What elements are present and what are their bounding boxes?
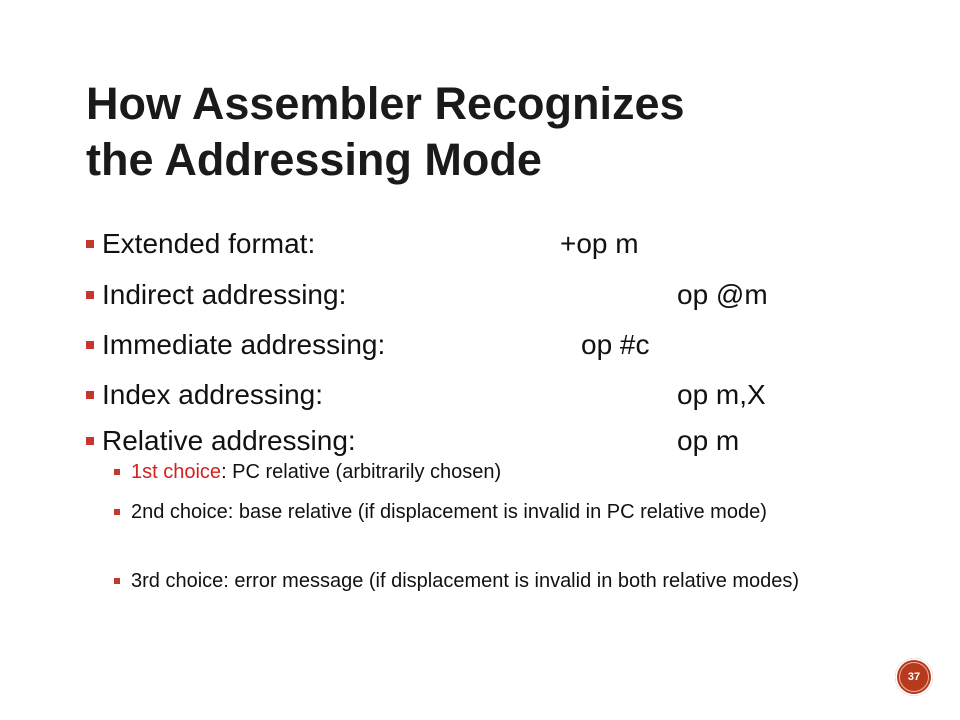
- bullet-label: Extended format:: [102, 228, 316, 259]
- sub-bullet-body: 3rd choice: error message (if displacement is invalid in both relative modes): [131, 570, 800, 592]
- sub-bullet-second-choice: [114, 501, 854, 524]
- bullet-code: op #c: [581, 329, 650, 360]
- page-number-badge: [895, 658, 933, 696]
- sub-bullet-body: : PC relative (arbitrarily chosen): [221, 461, 502, 483]
- sub-bullet-marker-icon: [114, 509, 120, 515]
- sub-bullet-third-choice: [114, 570, 854, 593]
- sub-bullet-marker-icon: [114, 469, 120, 475]
- bullet-marker-icon: [86, 240, 94, 248]
- bullet-marker-icon: [86, 437, 94, 445]
- bullet-marker-icon: [86, 291, 94, 299]
- bullet-code: op m,X: [677, 379, 766, 410]
- bullet-label: Index addressing:: [102, 379, 324, 410]
- slide-title: [86, 76, 685, 188]
- bullet-label: Indirect addressing:: [102, 279, 347, 310]
- title-line-2: the Addressing Mode: [86, 134, 542, 185]
- sub-bullet-highlight: 1st choice: [131, 461, 222, 483]
- sub-bullet-text: [131, 461, 854, 484]
- bullet-label: Relative addressing:: [102, 425, 356, 456]
- bullet-code: +op m: [560, 228, 639, 259]
- sub-bullet-body: 2nd choice: base relative (if displacement is invalid in PC relative mode): [131, 501, 767, 523]
- bullet-label: Immediate addressing:: [102, 329, 386, 360]
- page-number: 37: [907, 671, 921, 683]
- bullet-code: op m: [677, 425, 740, 456]
- sub-bullet-marker-icon: [114, 578, 120, 584]
- bullet-marker-icon: [86, 391, 94, 399]
- title-line-1: How Assembler Recognizes: [86, 78, 685, 129]
- bullet-code: op @m: [677, 279, 768, 310]
- bullet-marker-icon: [86, 341, 94, 349]
- sub-bullet-first-choice: [114, 461, 854, 484]
